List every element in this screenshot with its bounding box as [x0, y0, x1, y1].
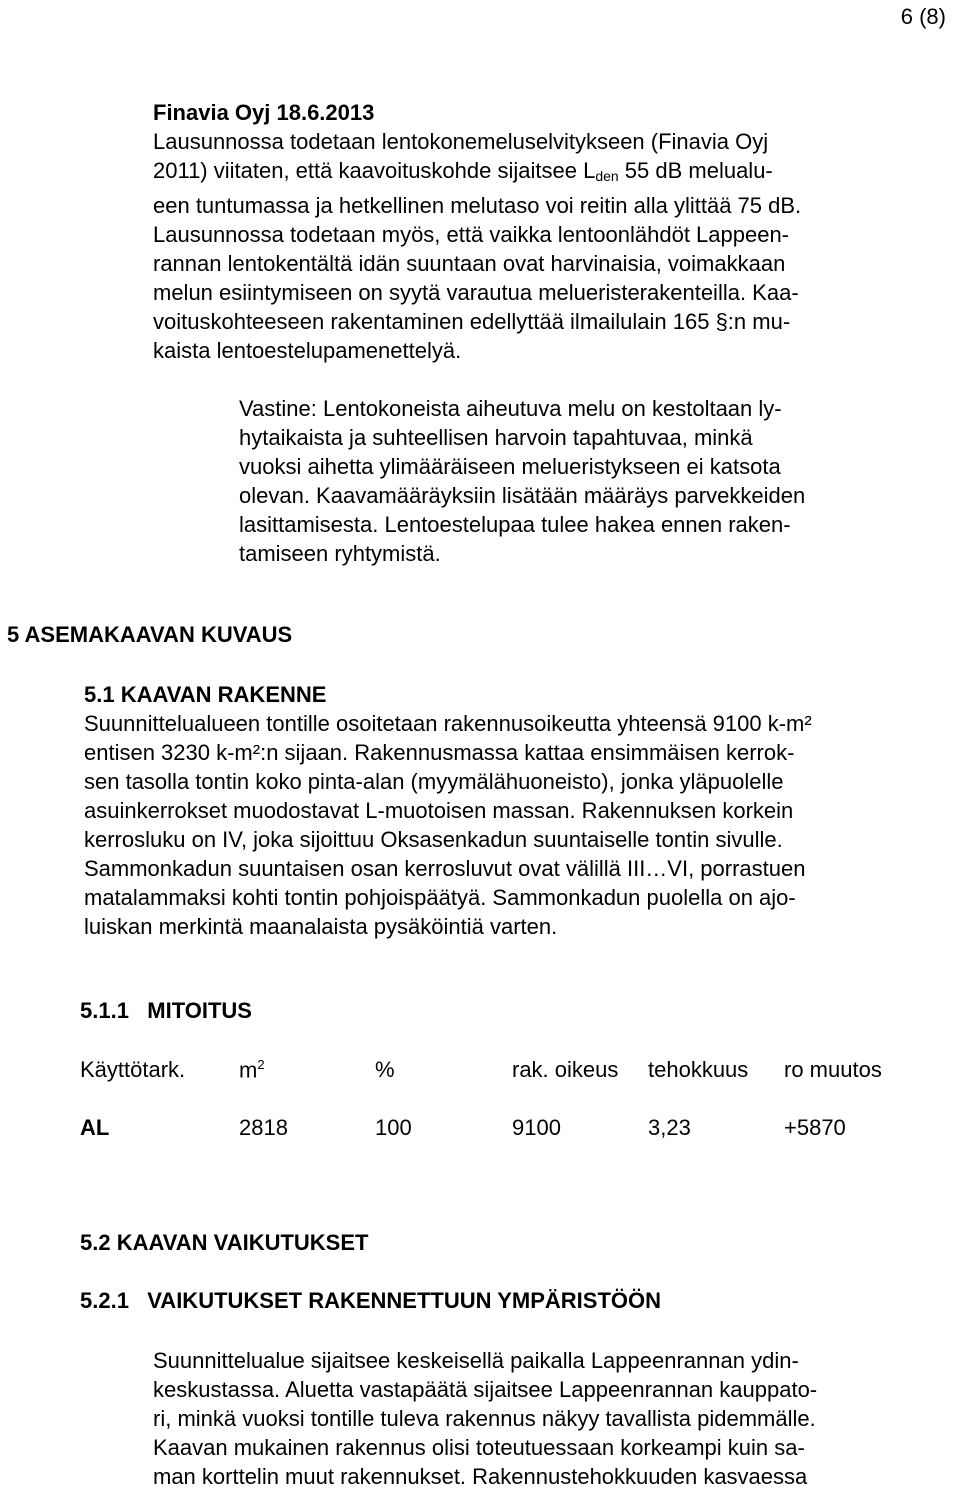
section-5-2-1-line: keskustassa. Aluetta vastapäätä sijaitsee Lappeenrannan kauppato- [153, 1377, 818, 1402]
table-header-percent: % [375, 1057, 395, 1082]
section-5-2-1-heading: 5.2.1 VAIKUTUKSET RAKENNETTUUN YMPÄRISTÖÖN [80, 1288, 662, 1313]
table-cell-percent: 100 [375, 1115, 412, 1140]
vastine-line: vuoksi aihetta ylimääräiseen melueristykseen ei katsota [239, 454, 781, 479]
table-cell-ro-muutos: +5870 [784, 1115, 846, 1140]
table-cell-rak-oikeus: 9100 [512, 1115, 561, 1140]
table-header-m2 [239, 1057, 265, 1083]
section-5-2-1-line: Kaavan mukainen rakennus olisi toteutuessaan korkeampi kuin sa- [153, 1435, 805, 1460]
table-header-ro-muutos: ro muutos [784, 1057, 882, 1082]
section-5-1-heading: 5.1 KAAVAN RAKENNE [84, 682, 327, 707]
section-5-1-line: luiskan merkintä maanalaista pysäköintiä varten. [84, 914, 558, 939]
finavia-line: Lausunnossa todetaan lentokonemeluselvitykseen (Finavia Oyj [153, 129, 769, 154]
vastine-line: hytaikaista ja suhteellisen harvoin tapahtuvaa, minkä [239, 425, 753, 450]
lden-subscript: den [595, 168, 619, 184]
page-number: 6 (8) [900, 4, 946, 29]
section-5-1-1-heading: 5.1.1 MITOITUS [80, 998, 252, 1023]
vastine-line: tamiseen ryhtymistä. [239, 541, 441, 566]
finavia-statement [153, 98, 801, 365]
finavia-line: melun esiintymiseen on syytä varautua melueristerakenteilla. Kaa- [153, 280, 799, 305]
finavia-line: kaista lentoestelupamenettelyä. [153, 338, 462, 363]
section-5-1-line: Sammonkadun suuntaisen osan kerrosluvut ovat välillä III…VI, porrastuen [84, 856, 806, 881]
table-cell-tehokkuus: 3,23 [648, 1115, 691, 1140]
section-5-1-line: Suunnittelualueen tontille osoitetaan rakennusoikeutta yhteensä 9100 k-m² [84, 711, 812, 736]
vastine-line: Vastine: Lentokoneista aiheutuva melu on kestoltaan ly- [239, 396, 782, 421]
section-5-1-line: matalammaksi kohti tontin pohjoispäätyä. Sammonkadun puolella on ajo- [84, 885, 796, 910]
section-5-2-1-line: man korttelin muut rakennukset. Rakennustehokkuuden kasvaessa [153, 1464, 808, 1489]
finavia-line-text: 2011) viitaten, että kaavoituskohde sijaitsee L [153, 158, 596, 183]
vastine-line: lasittamisesta. Lentoestelupaa tulee hakea ennen raken- [239, 512, 791, 537]
finavia-line: een tuntumassa ja hetkellinen melutaso voi reitin alla ylittää 75 dB. [153, 193, 802, 218]
section-5-1 [84, 680, 812, 941]
section-5-1-line: asuinkerrokset muodostavat L-muotoisen massan. Rakennuksen korkein [84, 798, 794, 823]
vastine-line: olevan. Kaavamääräyksiin lisätään määräys parvekkeiden [239, 483, 806, 508]
table-header-m: m [239, 1057, 258, 1083]
finavia-heading: Finavia Oyj 18.6.2013 [153, 100, 375, 125]
table-cell-use: AL [80, 1115, 110, 1140]
section-5-2-heading: 5.2 KAAVAN VAIKUTUKSET [80, 1230, 369, 1255]
section-5-2-1-body [153, 1346, 817, 1491]
finavia-line: rannan lentokentältä idän suuntaan ovat harvinaisia, voimakkaan [153, 251, 786, 276]
table-header-kayttotark: Käyttötark. [80, 1057, 186, 1082]
table-header-tehokkuus: tehokkuus [648, 1057, 749, 1082]
section-5-1-line: entisen 3230 k-m²:n sijaan. Rakennusmassa kattaa ensimmäisen kerrok- [84, 740, 795, 765]
section-5-2-1-line: ri, minkä vuoksi tontille tuleva rakennus näkyy tavallista pidemmälle. [153, 1406, 816, 1431]
finavia-line-text: 55 dB melualu- [618, 158, 773, 183]
table-cell-area: 2818 [239, 1115, 288, 1140]
finavia-line: voituskohteeseen rakentaminen edellyttää ilmailulain 165 §:n mu- [153, 309, 791, 334]
section-5-heading: 5 ASEMAKAAVAN KUVAUS [7, 622, 293, 647]
finavia-line [153, 156, 801, 191]
table-header-rak-oikeus: rak. oikeus [512, 1057, 619, 1082]
section-5-1-line: kerrosluku on IV, joka sijoittuu Oksasenkadun suuntaiselle tontin sivulle. [84, 827, 783, 852]
section-5-1-line: sen tasolla tontin koko pinta-alan (myymälähuoneisto), jonka yläpuolelle [84, 769, 784, 794]
section-5-2-1-line: Suunnittelualue sijaitsee keskeisellä paikalla Lappeenrannan ydin- [153, 1348, 799, 1373]
finavia-line: Lausunnossa todetaan myös, että vaikka lentoonlähdöt Lappeen- [153, 222, 790, 247]
vastine-response [239, 394, 805, 568]
table-header-m-exponent: 2 [257, 1057, 265, 1072]
